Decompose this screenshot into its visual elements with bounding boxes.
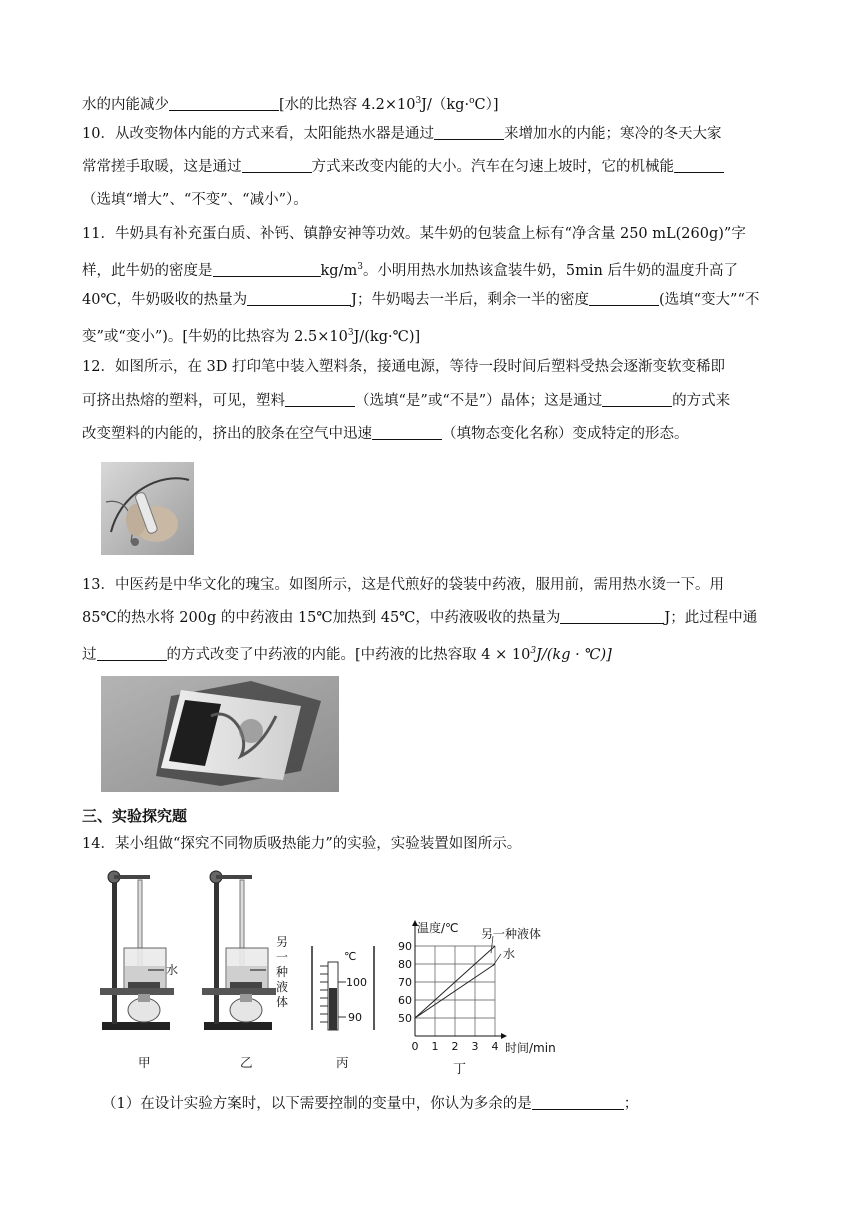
text: （选填“是”或“不是”）晶体；这是通过	[355, 393, 603, 409]
text: J/(kg·℃)]	[353, 329, 421, 345]
answer-blank[interactable]	[532, 1094, 624, 1110]
label-other-5: 体	[276, 995, 289, 1009]
q13-line1	[82, 575, 724, 595]
q9-tail	[82, 91, 499, 115]
answer-blank[interactable]	[434, 124, 504, 140]
answer-blank[interactable]	[560, 608, 664, 624]
text: 过	[82, 647, 97, 663]
medicine-bag-photo	[101, 676, 339, 792]
superscript: 3	[415, 96, 422, 106]
apparatus-figure	[100, 862, 380, 1072]
y-tick-label: 90	[398, 940, 412, 953]
y-tick-label: 70	[398, 976, 412, 989]
answer-blank[interactable]	[285, 391, 355, 407]
q12-line1	[82, 357, 725, 377]
text: 来增加水的内能；寒冷的冬天大家	[503, 126, 722, 142]
caption-yi: 乙	[240, 1055, 253, 1070]
caption-ding: 丁	[453, 1062, 467, 1077]
text: 常常搓手取暖，这是通过	[82, 159, 242, 175]
text: 85℃的热水将 200g 的中药液由 15℃加热到 45℃，中药液吸收的热量为	[82, 610, 561, 626]
text: 改变塑料的内能的，挤出的胶条在空气中迅速	[82, 426, 372, 442]
text: J/（kg·	[421, 97, 470, 113]
superscript: o	[469, 96, 475, 106]
chart-xlabel: 时间/min	[505, 1041, 556, 1055]
x-tick-label: 4	[491, 1040, 499, 1053]
text: 变”或“变小”)。[牛奶的比热容为 2.5×10	[82, 329, 348, 345]
y-tick-label: 50	[398, 1012, 412, 1025]
label-water: 水	[166, 963, 179, 977]
text: C）]	[474, 97, 499, 113]
label-other-3: 种	[276, 965, 289, 979]
chart-lines	[415, 936, 501, 1018]
medicine-bag-illustration	[101, 676, 339, 792]
superscript: 3	[347, 328, 354, 338]
text: kg/m	[320, 263, 358, 279]
section-title: 三、实验探究题	[82, 807, 188, 825]
answer-blank[interactable]	[213, 261, 321, 277]
q11-line2	[82, 257, 738, 281]
caption-bing: 丙	[336, 1055, 349, 1070]
text: （1）在设计实验方案时，以下需要控制的变量中，你认为多余的是	[102, 1096, 532, 1112]
q14-part1	[102, 1094, 638, 1114]
text: 的方式改变了中药液的内能。[中药液的比热容取 4 × 10	[166, 647, 531, 663]
answer-blank[interactable]	[169, 95, 279, 111]
answer-blank[interactable]	[602, 391, 672, 407]
temperature-time-chart	[395, 918, 570, 1068]
caption-jia: 甲	[138, 1055, 151, 1070]
text: （填物态变化名称）变成特定的形态。	[442, 426, 689, 442]
q12-line2	[82, 391, 730, 411]
y-tick-label: 80	[398, 958, 412, 971]
label-other-1: 另	[276, 935, 289, 949]
label-other-4: 液	[276, 980, 289, 994]
text: 13．中医药是中华文化的瑰宝。如图所示，这是代煎好的袋装中药液，服用前，需用热水烫一下。用	[82, 577, 724, 593]
superscript: 3	[530, 646, 537, 656]
thermo-tick-100: 100	[346, 976, 367, 989]
text: 样，此牛奶的密度是	[82, 263, 213, 279]
text: 方式来改变内能的大小。汽车在匀速上坡时，它的机械能	[311, 159, 674, 175]
text: ；	[623, 1096, 639, 1112]
series-label-other: 另一种液体	[481, 927, 542, 941]
text: （选填“增大”、“不变”、“减小”）。	[82, 192, 308, 208]
q14-stem: 14．某小组做“探究不同物质吸热能力”的实验，实验装置如图所示。	[82, 836, 522, 852]
answer-blank[interactable]	[589, 290, 659, 306]
series-label-water: 水	[503, 947, 516, 961]
answer-blank[interactable]	[674, 157, 724, 173]
q10-line2	[82, 157, 724, 177]
thermo-unit: ℃	[344, 950, 357, 963]
q11-line3	[82, 290, 759, 310]
text: 水的内能减少	[82, 97, 169, 113]
q10-line3	[82, 190, 308, 210]
y-tick-label: 60	[398, 994, 412, 1007]
thermometer-reading	[312, 946, 374, 1030]
text: [水的比热容 4.2×10	[279, 97, 416, 113]
3d-pen-photo	[101, 462, 194, 555]
text: 11．牛奶具有补充蛋白质、补钙、镇静安神等功效。某牛奶的包装盒上标有“净含量 250 mL(260g)”字	[82, 226, 746, 242]
x-tick-label: 2	[451, 1040, 459, 1053]
x-axis-arrow	[501, 1033, 507, 1039]
text: 的方式来	[672, 393, 731, 409]
q12-line3	[82, 424, 689, 444]
answer-blank[interactable]	[242, 157, 312, 173]
label-other-2: 一	[276, 950, 289, 964]
chart-ylabel: 温度/℃	[417, 921, 459, 935]
answer-blank[interactable]	[247, 290, 351, 306]
q13-line2	[82, 608, 757, 628]
x-tick-label: 1	[431, 1040, 439, 1053]
x-tick-label: 3	[471, 1040, 479, 1053]
text: J；牛奶喝去一半后，剩余一半的密度	[351, 292, 589, 308]
text: 10．从改变物体内能的方式来看，太阳能热水器是通过	[82, 126, 434, 142]
text: 。小明用热水加热该盒装牛奶，5min 后牛奶的温度升高了	[362, 263, 738, 279]
q13-line3	[82, 641, 612, 665]
text: (选填“变大”“不	[658, 292, 760, 308]
answer-blank[interactable]	[97, 645, 167, 661]
q11-line4	[82, 323, 420, 347]
3d-pen-illustration	[101, 462, 194, 555]
text: J；此过程中通	[664, 610, 758, 626]
text: 12．如图所示，在 3D 打印笔中装入塑料条，接通电源，等待一段时间后塑料受热会逐渐变软变稀即	[82, 359, 726, 375]
superscript: 3	[357, 262, 363, 272]
q10-line1	[82, 124, 721, 144]
answer-blank[interactable]	[372, 424, 442, 440]
stand-yi	[202, 871, 276, 1030]
stand-jia	[100, 871, 178, 1030]
leader-line-water	[493, 954, 501, 966]
x-tick-label: 0	[411, 1040, 419, 1053]
text: 40℃，牛奶吸收的热量为	[82, 292, 248, 308]
text: J/(kg · ℃)]	[536, 647, 612, 663]
thermo-tick-90: 90	[348, 1011, 362, 1024]
text: 可挤出热熔的塑料，可见，塑料	[82, 393, 285, 409]
q11-line1	[82, 224, 746, 244]
